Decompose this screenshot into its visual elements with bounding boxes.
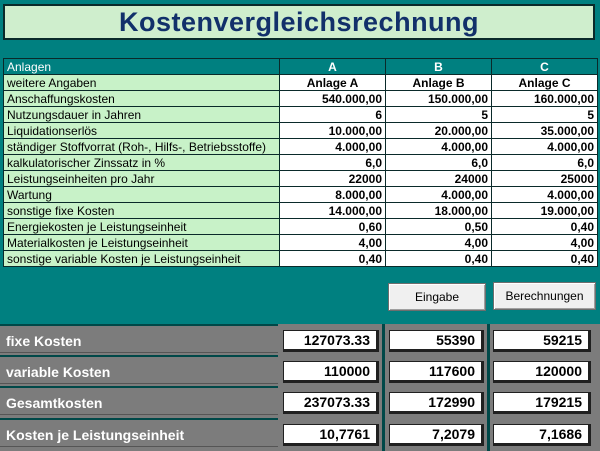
input-cell-b[interactable]: 18.000,00 bbox=[386, 203, 492, 219]
header-col-a: A bbox=[280, 59, 386, 75]
input-cell-c[interactable]: 25000 bbox=[492, 171, 598, 187]
input-cell-c[interactable]: 35.000,00 bbox=[492, 123, 598, 139]
input-cell-b[interactable]: 150.000,00 bbox=[386, 91, 492, 107]
row-label: weitere Angaben bbox=[4, 75, 280, 91]
result-value-c: 59215 bbox=[493, 330, 591, 352]
row-label: Materialkosten je Leistungseinheit bbox=[4, 235, 280, 251]
input-cell-c[interactable]: 4.000,00 bbox=[492, 187, 598, 203]
row-label: Liquidationserlös bbox=[4, 123, 280, 139]
title-banner bbox=[3, 4, 595, 40]
table-row bbox=[4, 171, 598, 187]
result-value-c: 7,1686 bbox=[493, 424, 591, 446]
input-cell-a[interactable]: 0,40 bbox=[280, 251, 386, 267]
row-label: sonstige variable Kosten je Leistungseinheit bbox=[4, 251, 280, 267]
input-cell-a[interactable]: 6,0 bbox=[280, 155, 386, 171]
eingabe-button[interactable]: Eingabe bbox=[388, 283, 486, 311]
input-cell-b[interactable]: 4,00 bbox=[386, 235, 492, 251]
result-value-b: 117600 bbox=[389, 361, 484, 383]
input-cell-a[interactable]: 6 bbox=[280, 107, 386, 123]
table-row bbox=[4, 75, 598, 91]
input-cell-c[interactable]: 4,00 bbox=[492, 235, 598, 251]
result-label: fixe Kosten bbox=[0, 324, 278, 353]
table-row bbox=[4, 107, 598, 123]
header-label: Anlagen bbox=[4, 59, 280, 75]
results-divider bbox=[382, 324, 385, 451]
result-value-c: 179215 bbox=[493, 392, 591, 414]
input-cell-b[interactable]: Anlage B bbox=[386, 75, 492, 91]
table-header-row bbox=[4, 59, 598, 75]
header-col-b: B bbox=[386, 59, 492, 75]
input-cell-c[interactable]: 0,40 bbox=[492, 219, 598, 235]
input-cell-b[interactable]: 0,50 bbox=[386, 219, 492, 235]
row-label: ständiger Stoffvorrat (Roh-, Hilfs-, Betriebsstoffe) bbox=[4, 139, 280, 155]
input-cell-c[interactable]: 19.000,00 bbox=[492, 203, 598, 219]
result-value-b: 172990 bbox=[389, 392, 484, 414]
results-divider bbox=[487, 324, 490, 451]
table-row bbox=[4, 91, 598, 107]
input-cell-a[interactable]: 8.000,00 bbox=[280, 187, 386, 203]
row-label: Energiekosten je Leistungseinheit bbox=[4, 219, 280, 235]
input-cell-b[interactable]: 5 bbox=[386, 107, 492, 123]
row-label: Leistungseinheiten pro Jahr bbox=[4, 171, 280, 187]
input-cell-a[interactable]: 14.000,00 bbox=[280, 203, 386, 219]
input-cell-b[interactable]: 20.000,00 bbox=[386, 123, 492, 139]
result-value-b: 7,2079 bbox=[389, 424, 484, 446]
input-cell-b[interactable]: 0,40 bbox=[386, 251, 492, 267]
result-label: Kosten je Leistungseinheit bbox=[0, 418, 278, 447]
result-value-a: 10,7761 bbox=[283, 424, 379, 446]
berechnungen-button[interactable]: Berechnungen bbox=[493, 282, 596, 310]
result-value-a: 127073.33 bbox=[283, 330, 379, 352]
row-label: sonstige fixe Kosten bbox=[4, 203, 280, 219]
result-value-b: 55390 bbox=[389, 330, 484, 352]
page-title: Kostenvergleichsrechnung bbox=[118, 6, 480, 37]
input-cell-a[interactable]: 0,60 bbox=[280, 219, 386, 235]
table-row bbox=[4, 203, 598, 219]
input-cell-a[interactable]: 4.000,00 bbox=[280, 139, 386, 155]
input-cell-b[interactable]: 24000 bbox=[386, 171, 492, 187]
input-cell-c[interactable]: Anlage C bbox=[492, 75, 598, 91]
row-label: kalkulatorischer Zinssatz in % bbox=[4, 155, 280, 171]
result-value-a: 237073.33 bbox=[283, 392, 379, 414]
input-cell-b[interactable]: 4.000,00 bbox=[386, 139, 492, 155]
input-cell-c[interactable]: 6,0 bbox=[492, 155, 598, 171]
input-cell-a[interactable]: Anlage A bbox=[280, 75, 386, 91]
table-row bbox=[4, 155, 598, 171]
input-cell-a[interactable]: 4,00 bbox=[280, 235, 386, 251]
table-row bbox=[4, 235, 598, 251]
input-cell-b[interactable]: 4.000,00 bbox=[386, 187, 492, 203]
row-label: Anschaffungskosten bbox=[4, 91, 280, 107]
input-cell-a[interactable]: 22000 bbox=[280, 171, 386, 187]
input-cell-a[interactable]: 10.000,00 bbox=[280, 123, 386, 139]
result-label: variable Kosten bbox=[0, 355, 278, 384]
table-row bbox=[4, 123, 598, 139]
input-cell-b[interactable]: 6,0 bbox=[386, 155, 492, 171]
input-cell-c[interactable]: 5 bbox=[492, 107, 598, 123]
input-cell-c[interactable]: 4.000,00 bbox=[492, 139, 598, 155]
row-label: Nutzungsdauer in Jahren bbox=[4, 107, 280, 123]
input-cell-c[interactable]: 0,40 bbox=[492, 251, 598, 267]
result-value-a: 110000 bbox=[283, 361, 379, 383]
results-panel bbox=[0, 324, 600, 451]
table-row bbox=[4, 251, 598, 267]
table-row bbox=[4, 139, 598, 155]
table-row bbox=[4, 187, 598, 203]
input-table bbox=[3, 58, 598, 267]
result-label: Gesamtkosten bbox=[0, 386, 278, 415]
input-cell-c[interactable]: 160.000,00 bbox=[492, 91, 598, 107]
row-label: Wartung bbox=[4, 187, 280, 203]
input-cell-a[interactable]: 540.000,00 bbox=[280, 91, 386, 107]
result-value-c: 120000 bbox=[493, 361, 591, 383]
table-row bbox=[4, 219, 598, 235]
header-col-c: C bbox=[492, 59, 598, 75]
